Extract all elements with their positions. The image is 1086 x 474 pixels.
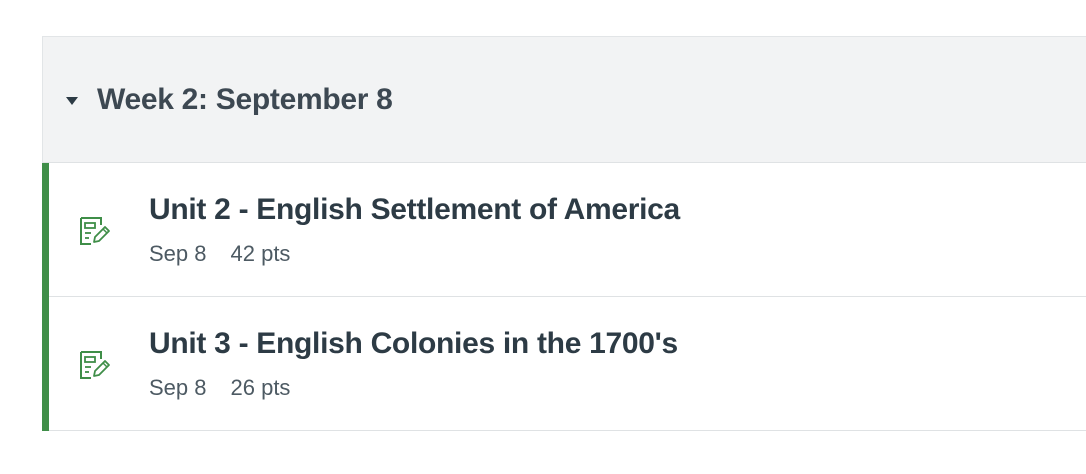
module-header[interactable] [43,37,1086,163]
assignment-icon [77,213,111,247]
item-meta [149,375,290,401]
published-indicator-bar [42,163,49,297]
module-item[interactable] [43,297,1086,431]
module [42,36,1086,431]
assignment-icon [77,347,111,381]
item-meta [149,241,290,267]
item-due-date: Sep 8 [149,375,207,400]
module-title: Week 2: September 8 [97,82,393,116]
caret-down-icon[interactable] [66,97,78,105]
published-indicator-bar [42,297,49,431]
item-title[interactable]: Unit 2 - English Settlement of America [149,193,680,226]
item-title[interactable]: Unit 3 - English Colonies in the 1700's [149,327,678,360]
module-item[interactable] [43,163,1086,297]
item-points: 26 pts [230,375,291,400]
item-points: 42 pts [230,241,291,266]
item-due-date: Sep 8 [149,241,207,266]
